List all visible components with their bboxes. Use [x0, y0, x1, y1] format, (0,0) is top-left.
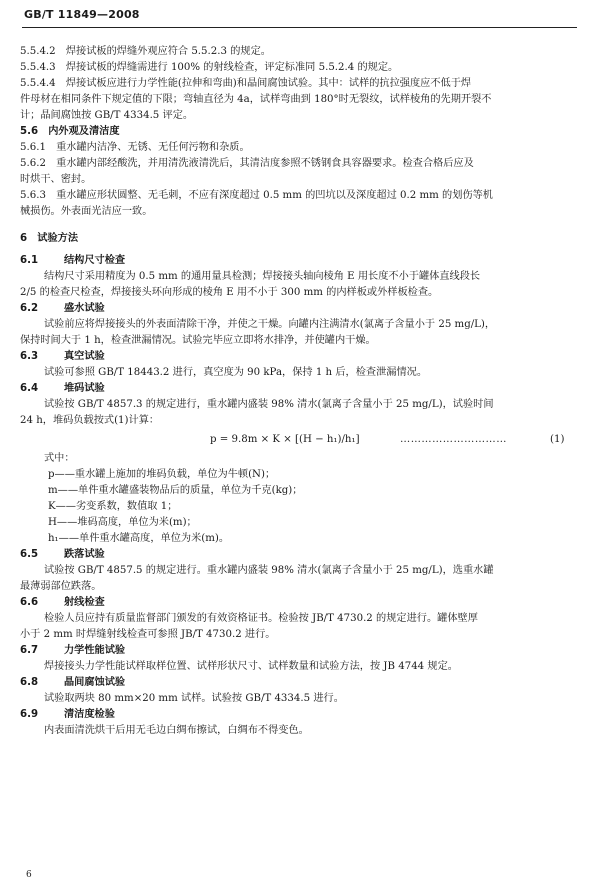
section-6-4-line2: 24 h，堆码负载按式(1)计算：	[20, 415, 160, 426]
section-title: 盛水试验	[64, 303, 105, 314]
section-number: 6.4	[20, 383, 39, 394]
section-title: 力学性能试验	[64, 645, 126, 656]
section-6-1-heading	[20, 253, 572, 269]
section-6-5-heading	[20, 547, 572, 563]
section-number: 6.9	[20, 709, 39, 720]
section-title: 结构尺寸检查	[64, 255, 126, 266]
section-6-3-line1: 试验可参照 GB/T 18443.2 进行，真空度为 90 kPa，保持 1 h 后，检查泄漏情况。	[44, 367, 428, 378]
section-title: 堆码试验	[64, 383, 105, 394]
section-number: 6.1	[20, 255, 39, 266]
section-6-7-heading	[20, 643, 572, 659]
formula-where-label: 式中：	[44, 453, 75, 464]
section-number: 6.2	[20, 303, 39, 314]
page-content	[20, 44, 572, 739]
clause-5-5-4-4-line1: 5.5.4.4 焊接试板应进行力学性能(拉伸和弯曲)和晶间腐蚀试验。其中：试样的抗拉强度应不低于焊	[20, 78, 472, 89]
section-6-5-line2: 最薄弱部位跌落。	[20, 581, 102, 592]
section-6-9-heading	[20, 707, 572, 723]
section-title: 真空试验	[64, 351, 105, 362]
clause-5-6-3-line2: 械损伤。外表面光洁应一致。	[20, 206, 153, 217]
section-title: 射线检查	[64, 597, 105, 608]
section-title: 晶间腐蚀试验	[64, 677, 126, 688]
section-number: 6.5	[20, 549, 39, 560]
section-title: 跌落试验	[64, 549, 105, 560]
standard-code-header: GB/T 11849—2008	[24, 8, 140, 21]
stacking-load-formula	[20, 429, 572, 451]
definition-m: m——单件重水罐盛装物品后的质量，单位为千克(kg)；	[48, 485, 303, 496]
section-6-4-heading	[20, 381, 572, 397]
clause-5-6-1: 5.6.1 重水罐内洁净、无锈、无任何污物和杂质。	[20, 142, 250, 153]
clause-5-5-4-3: 5.5.4.3 焊接试板的焊缝需进行 100% 的射线检查，评定标准同 5.5.2.4 的规定。	[20, 62, 399, 73]
clause-5-5-4-4-line2: 件母材在相同条件下规定值的下限；弯轴直径为 4a，试样弯曲到 180°时无裂纹，试样棱角的先期开裂不	[20, 94, 492, 105]
section-number: 6.6	[20, 597, 39, 608]
section-6-5-line1: 试验按 GB/T 4857.5 的规定进行。重水罐内盛装 98% 清水(氯离子含量小于 25 mg/L)，选重水罐	[44, 565, 494, 576]
section-title: 清洁度检验	[64, 709, 115, 720]
page-number: 6	[26, 870, 32, 880]
section-number: 6.8	[20, 677, 39, 688]
clause-5-6-3-line1: 5.6.3 重水罐应形状圆整、无毛刺，不应有深度超过 0.5 mm 的凹坑以及深度超过 0.2 mm 的划伤等机	[20, 190, 493, 201]
clause-5-6-2-line2: 时烘干、密封。	[20, 174, 92, 185]
formula-leader-dots: …………………………	[400, 434, 507, 445]
definition-p: p——重水罐上施加的堆码负载，单位为牛顿(N)；	[48, 469, 276, 480]
section-6-8-heading	[20, 675, 572, 691]
definition-h: H——堆码高度，单位为米(m)；	[48, 517, 197, 528]
section-6-7-line1: 焊接接头力学性能试样取样位置、试样形状尺寸、试样数量和试验方法，按 JB 4744 规定。	[44, 661, 458, 672]
definition-k: K——劣变系数，数值取 1；	[48, 501, 178, 512]
section-6-4-line1: 试验按 GB/T 4857.3 的规定进行，重水罐内盛装 98% 清水(氯离子含量小于 25 mg/L)，试验时间	[44, 399, 494, 410]
section-6-1-line1: 结构尺寸采用精度为 0.5 mm 的通用量具检测；焊接接头轴向棱角 E 用长度不小于罐体直线段长	[44, 271, 481, 282]
section-6-6-line1: 检验人员应持有质量监督部门颁发的有效资格证书。检验按 JB/T 4730.2 的规定进行。罐体壁厚	[44, 613, 478, 624]
section-6-6-line2: 小于 2 mm 时焊缝射线检查可参照 JB/T 4730.2 进行。	[20, 629, 276, 640]
section-6-2-line1: 试验前应将焊接接头的外表面清除干净，并使之干燥。向罐内注满清水(氯离子含量小于 25 mg/L)，	[44, 319, 496, 330]
section-6-8-line1: 试验取两块 80 mm×20 mm 试样。试验按 GB/T 4334.5 进行。	[44, 693, 344, 704]
clause-5-6-2-line1: 5.6.2 重水罐内部经酸洗，并用清洗液清洗后，其清洁度参照不锈钢食具容器要求。检查合格后应及	[20, 158, 474, 169]
section-6-heading: 6 试验方法	[20, 233, 79, 244]
formula-expression: p = 9.8m × K × [(H − h₁)/h₁]	[210, 434, 360, 445]
section-6-2-line2: 保持时间大于 1 h，检查泄漏情况。试验完毕应立即将水排净，并使罐内干燥。	[20, 335, 376, 346]
header-divider	[22, 27, 577, 28]
clause-5-5-4-2: 5.5.4.2 焊接试板的焊缝外观应符合 5.5.2.3 的规定。	[20, 46, 271, 57]
section-6-9-line1: 内表面清洗烘干后用无毛边白绸布擦试，白绸布不得变色。	[44, 725, 309, 736]
formula-number: (1)	[550, 434, 565, 445]
section-6-3-heading	[20, 349, 572, 365]
section-5-6-heading: 5.6 内外观及清洁度	[20, 126, 120, 137]
section-number: 6.7	[20, 645, 39, 656]
clause-5-5-4-4-line3: 计；晶间腐蚀按 GB/T 4334.5 评定。	[20, 110, 194, 121]
section-number: 6.3	[20, 351, 39, 362]
definition-h1: h₁——单件重水罐高度，单位为米(m)。	[48, 533, 230, 544]
section-6-1-line2: 2/5 的检查尺检查，焊接接头环向形成的棱角 E 用不小于 300 mm 的内样板或外样板检查。	[20, 287, 439, 298]
section-6-2-heading	[20, 301, 572, 317]
section-6-6-heading	[20, 595, 572, 611]
